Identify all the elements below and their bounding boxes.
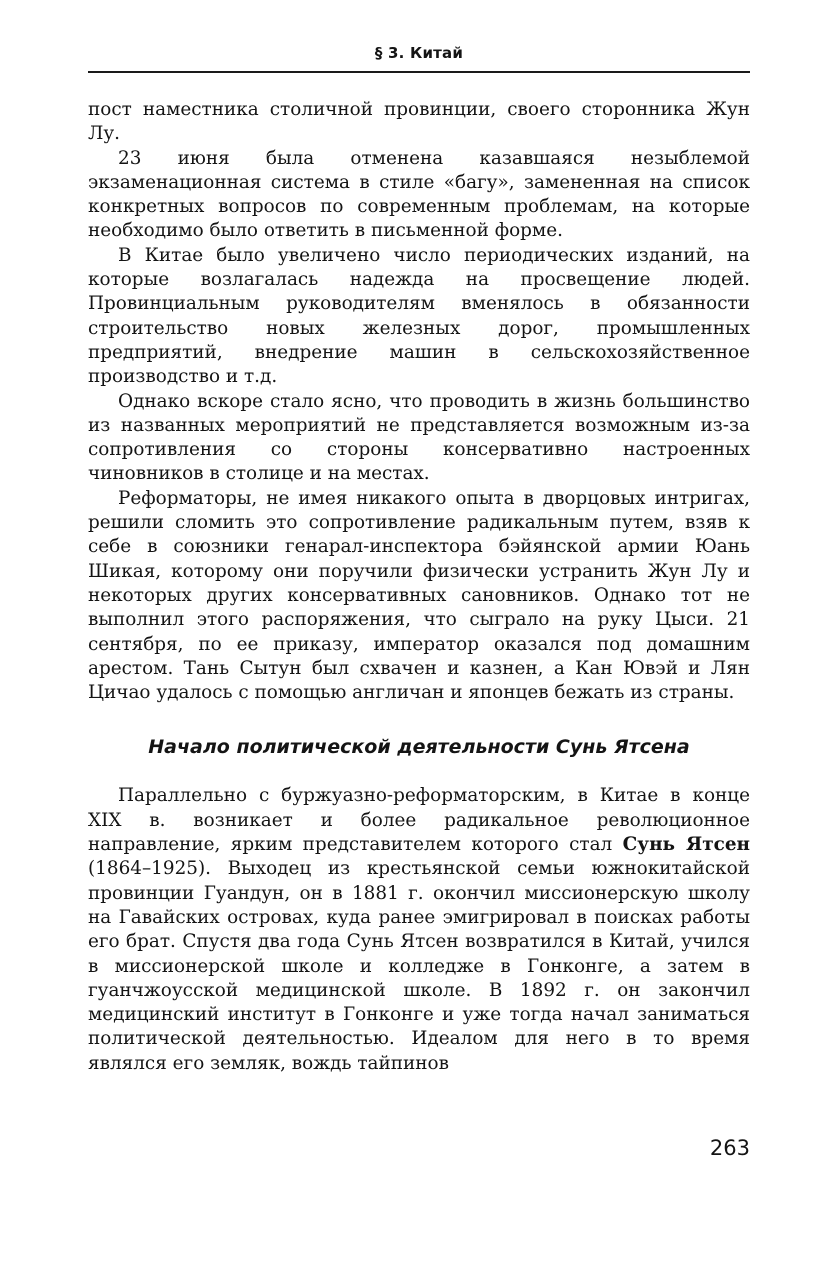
- body-text: [88, 98, 750, 1076]
- paragraph: Реформаторы, не имея никакого опыта в дворцовых интригах, решили сломить это сопротивление радикальным путем, взяв к себе в союзники генарал-инспектора бэйянской армии Юань Шикая, которому они поручили физически устранить Жун Лу и некоторых других консервативных сановников. Однако тот не выполнил этого распоряжения, что сыграло на руку Цыси. 21 сентября, по ее приказу, император оказался под домашним арестом. Тань Сытун был схвачен и казнен, а Кан Ювэй и Лян Цичао удалось с помощью англичан и японцев бежать из страны.: [88, 487, 750, 704]
- paragraph-text: (1864–1925). Выходец из крестьянской семьи южнокитайской провинции Гуандун, он в 1881 г. окончил миссионерскую школу на Гавайских островах, куда ранее эмигрировал в поисках работы его брат. Спустя два года Сунь Ятсен возвратился в Китай, учился в миссионерской школе и колледже в Гонконге, а затем в гуанчжоусской медицинской школе. В 1892 г. он закончил медицинский институт в Гонконге и уже тогда начал заниматься политической деятельностью. Идеалом для него в то время являлся его земляк, вождь тайпинов: [88, 858, 750, 1074]
- section-heading: Начало политической деятельности Сунь Ятсена: [148, 736, 690, 759]
- paragraph: пост наместника столичной провинции, своего сторонника Жун Лу.: [88, 99, 750, 145]
- paragraph: Однако вскоре стало ясно, что проводить в жизнь большинство из названных мероприятий не представляется возможным из-за сопротивления со стороны консервативно настроенных чиновников в столице и на местах.: [88, 390, 750, 485]
- paragraph: В Китае было увеличено число периодических изданий, на которые возлагалась надежда на просвещение людей. Провинциальным руководителям вменялось в обязанности строительство новых железных дорог, промышленных предприятий, внедрение машин в сельскохозяйственное производство и т.д.: [88, 244, 750, 388]
- paragraph: [88, 784, 750, 1076]
- header-rule: [88, 71, 750, 73]
- running-head: § 3. Китай: [374, 44, 464, 62]
- paragraph: 23 июня была отменена казавшаяся незыблемой экзаменационная система в стиле «багу», замененная на список конкретных вопросов по современным проблемам, на которые необходимо было ответить в письменной форме.: [88, 147, 750, 242]
- bold-term: Сунь Ятсен: [622, 834, 750, 856]
- paragraph-text: Параллельно с буржуазно-реформаторским, в Китае в конце XIX в. возникает и более радикальное революционное направление, ярким представителем которого стал: [88, 785, 750, 856]
- page-number: 263: [709, 1136, 750, 1160]
